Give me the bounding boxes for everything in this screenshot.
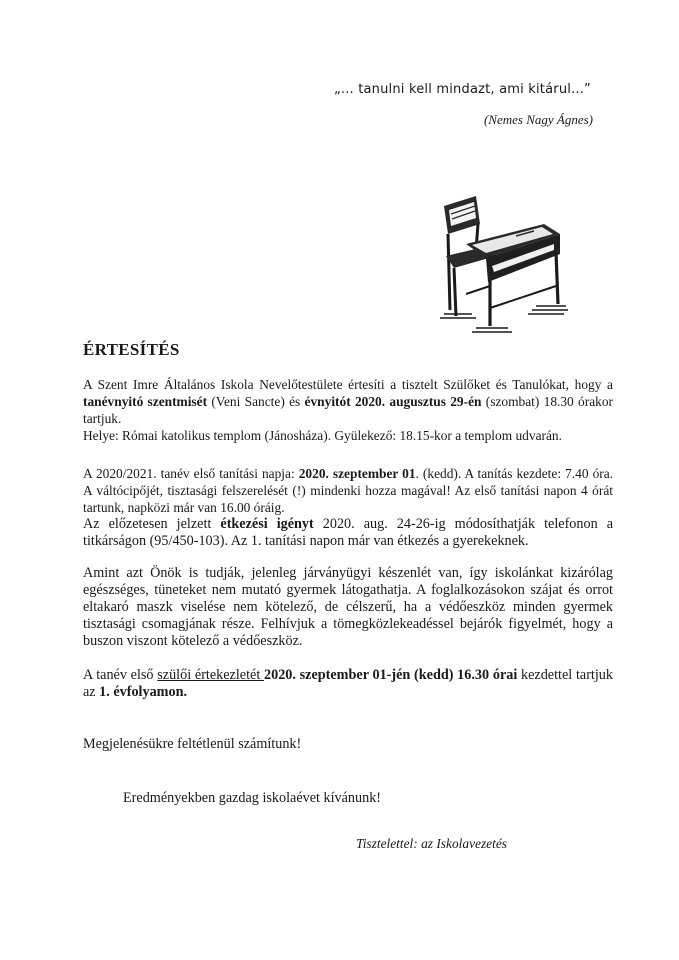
p4-text-d: kezdettel tartjuk az — [83, 667, 613, 700]
paragraph-first-day — [83, 465, 613, 550]
p2-text-d: Az előzetesen jelzett — [83, 516, 221, 532]
p4-meeting: szülői értekezletét — [157, 667, 264, 683]
p2-text-c: . (kedd). A tanítás kezdete: 7.40 óra. A váltócipőjét, tisztasági felszerelését (!) mindenki hozza magával! Az első tanítási napon 4 órát tartunk, napközi már van 16.00 óráig. — [83, 466, 614, 515]
p1-text-c: (Veni Sancte) és — [207, 394, 305, 409]
p2-text-a: A 2020/2021. tanév első tanítási napja: — [83, 466, 299, 481]
paragraph-opening-mass — [83, 376, 613, 444]
paragraph-attendance: Megjelenésükre feltétlenül számítunk! — [83, 736, 302, 752]
motto-author: (Nemes Nagy Ágnes) — [483, 112, 593, 127]
school-desk-icon — [436, 190, 568, 340]
paragraph-epidemic: Amint azt Önök is tudják, jelenleg járványügyi készenlét van, így iskolánkat kizárólag egészséges, tüneteket nem mutató gyermek látogathatja. A foglalkozásokon szájat és orrot eltakaró maszk viselése nem kötelező, de célszerű, ha a védőeszköz minden gyermek tisztasági csomagjának része. Felhívjuk a tömegközlekeadéssel bejárók figyelmét, hogy a buszon viszont kötelező a védőeszköz. — [83, 565, 613, 649]
p2-text-f: 2020. aug. 24-26-ig módosíthatják telefonon a titkárságon (95/450-103). Az 1. tanítási napon már van étkezés a gyerekeknek. — [83, 516, 614, 549]
p4-grade: 1. évfolyamon. — [99, 684, 188, 700]
p2-meal: étkezési igényt — [220, 516, 314, 532]
signature: Tisztelettel: az Iskolavezetés — [356, 836, 507, 851]
p1-date: évnyitót 2020. augusztus 29-én — [304, 394, 482, 409]
page-title: ÉRTESÍTÉS — [83, 340, 180, 359]
p4-text-a: A tanév első — [83, 667, 158, 683]
paragraph-parent-meeting — [83, 667, 613, 701]
p2-date: 2020. szeptember 01 — [298, 466, 416, 481]
motto-quote: „... tanulni kell mindazt, ami kitárul...” — [333, 82, 591, 97]
p1-location: Helye: Római katolikus templom (Jánosháza). Gyülekező: 18.15-kor a templom udvarán. — [83, 428, 562, 443]
p1-text-a: A Szent Imre Általános Iskola Nevelőtestülete értesíti a tisztelt Szülőket és Tanulókat, hogy a — [83, 377, 613, 392]
paragraph-wishes: Eredményekben gazdag iskolaévet kívánunk! — [123, 790, 382, 806]
p1-mass: tanévnyitó szentmisét — [83, 394, 208, 409]
p4-date: 2020. szeptember 01-jén (kedd) 16.30 órai — [264, 667, 518, 683]
p1-text-e: (szombat) 18.30 órakor tartjuk. — [83, 394, 613, 426]
